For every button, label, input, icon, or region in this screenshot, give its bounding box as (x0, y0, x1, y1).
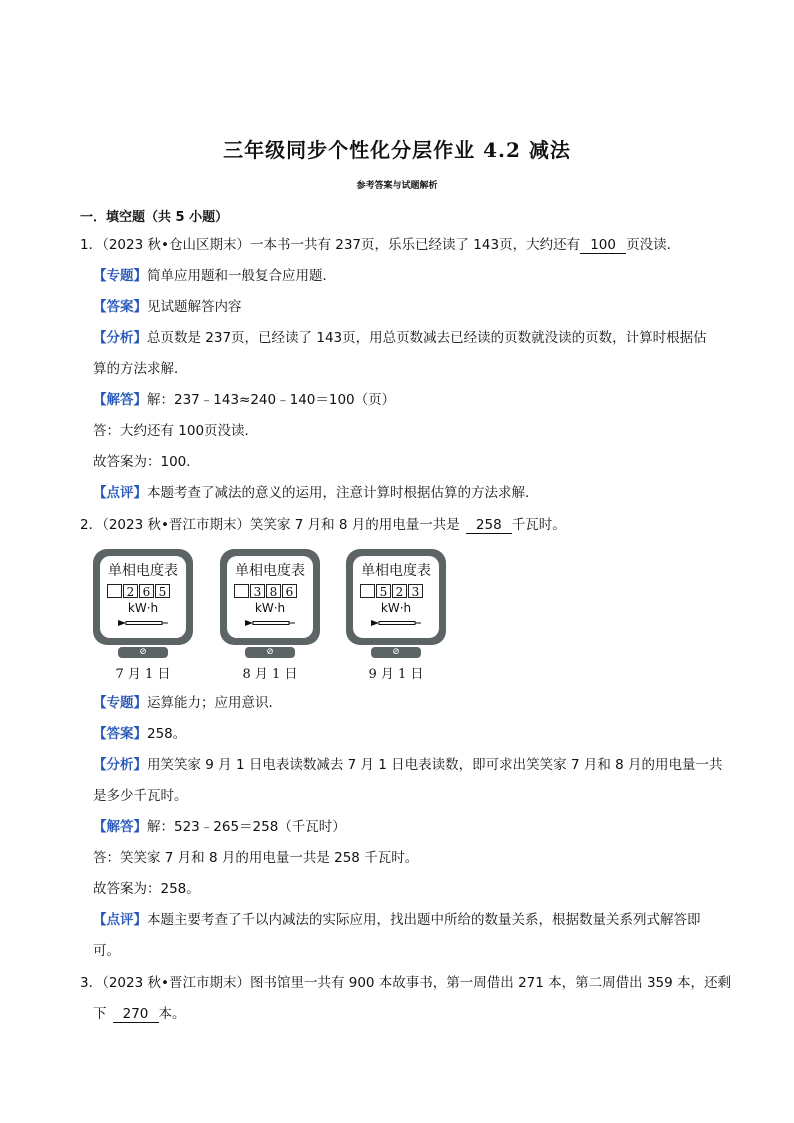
q1-comment-tag: 【点评】 (93, 485, 147, 501)
meter-digit (360, 584, 375, 598)
meter-face (227, 556, 313, 638)
meter-date: 9 月 1 日 (368, 667, 424, 682)
question-2-prefix: 2．（2023 秋•晋江市期末）笑笑家 7 月和 8 月的用电量一共是 (80, 517, 460, 533)
section-heading: 一．填空题（共 5 小题） (80, 210, 229, 225)
q2-topic-tag: 【专题】 (93, 695, 147, 711)
meter-reading (360, 584, 424, 598)
q2-answer (93, 728, 186, 742)
q1-comment (93, 487, 539, 501)
question-1-blank: 100 (580, 239, 626, 254)
q1-answer-tag: 【答案】 (93, 299, 147, 315)
q2-solution (93, 821, 346, 835)
meter-foot-symbol: ⊘ (371, 647, 421, 658)
q1-topic-tag: 【专题】 (93, 268, 147, 284)
q2-solution-tag: 【解答】 (93, 819, 147, 835)
q1-analysis-text-1: 总页数是 237页，已经读了 143页，用总页数减去已经读的页数就没读的页数，计算时根据估 (147, 330, 707, 346)
meter-foot-symbol: ⊘ (118, 647, 168, 658)
q1-solution (93, 394, 395, 408)
q2-comment-tag: 【点评】 (93, 912, 147, 928)
meter-digit: 6 (139, 584, 154, 598)
question-3-blank: 270 (113, 1008, 159, 1023)
meter-digit: 2 (392, 584, 407, 598)
meter-digit: 6 (282, 584, 297, 598)
q2-answer-tag: 【答案】 (93, 726, 147, 742)
q2-answer-text: 258。 (147, 726, 187, 742)
page-title: 三年级同步个性化分层作业 4.2 减法 (223, 138, 571, 162)
q1-analysis (93, 332, 707, 346)
q1-topic-text: 简单应用题和一般复合应用题． (147, 268, 336, 284)
question-1 (80, 239, 680, 254)
question-3-line-1: 3．（2023 秋•晋江市期末）图书馆里一共有 900 本故事书，第一周借出 271 本，第二周借出 359 本，还剩 (80, 975, 731, 991)
q2-analysis-text-2: 是多少千瓦时。 (93, 788, 188, 804)
meter-casing (220, 549, 320, 645)
q2-topic-text: 运算能力；应用意识． (147, 695, 282, 711)
question-2 (80, 519, 566, 534)
q1-analysis-tag: 【分析】 (93, 330, 147, 346)
meter-foot-symbol: ⊘ (245, 647, 295, 658)
question-3-prefix: 下 (93, 1006, 107, 1022)
meter-unit: kW·h (254, 601, 286, 615)
arrow-icon (371, 619, 423, 627)
meter-reading (234, 584, 298, 598)
q1-final-answer: 故答案为：100． (93, 454, 200, 470)
question-3-suffix: 本。 (158, 1006, 186, 1022)
arrow-icon (118, 619, 170, 627)
q1-answer (93, 301, 242, 315)
question-1-suffix: 页没读． (626, 237, 681, 253)
q2-comment-text-1: 本题主要考查了千以内减法的实际应用，找出题中所给的数量关系，根据数量关系列式解答即 (147, 912, 701, 928)
page-subtitle: 参考答案与试题解析 (356, 181, 438, 191)
q1-reply: 答：大约还有 100页没读． (93, 423, 259, 439)
meter-title: 单相电度表 (108, 563, 178, 579)
q2-comment (93, 914, 701, 928)
meter-face (353, 556, 439, 638)
question-1-prefix: 1．（2023 秋•仓山区期末）一本书一共有 237页，乐乐已经读了 143页，大约还有 (80, 237, 581, 253)
q2-analysis-tag: 【分析】 (93, 757, 147, 773)
meter-digit: 8 (266, 584, 281, 598)
meter-casing (346, 549, 446, 645)
meter-face (100, 556, 186, 638)
meter-digit: 3 (250, 584, 265, 598)
meter-date: 7 月 1 日 (115, 667, 171, 682)
electricity-meter-july (93, 549, 193, 684)
meter-digit (107, 584, 122, 598)
q1-solution-tag: 【解答】 (93, 392, 147, 408)
meter-unit: kW·h (380, 601, 412, 615)
question-2-blank: 258 (466, 519, 512, 534)
q2-comment-text-2: 可。 (93, 943, 120, 959)
meter-title: 单相电度表 (361, 563, 431, 579)
q2-analysis-text-1: 用笑笑家 9 月 1 日电表读数减去 7 月 1 日电表读数，即可求出笑笑家 7 月和 8 月的用电量一共 (147, 757, 723, 773)
q2-topic (93, 697, 282, 711)
q1-solution-text: 解：237﹣143≈240﹣140＝100（页） (147, 392, 396, 408)
electricity-meters-figure (93, 549, 453, 684)
electricity-meter-september (346, 549, 446, 684)
q1-analysis-text-2: 算的方法求解． (93, 361, 188, 377)
meter-digit: 3 (408, 584, 423, 598)
electricity-meter-august (220, 549, 320, 684)
q2-solution-text: 解：523﹣265＝258（千瓦时） (147, 819, 346, 835)
question-2-suffix: 千瓦时。 (511, 517, 566, 533)
meter-casing (93, 549, 193, 645)
q1-comment-text: 本题考查了减法的意义的运用，注意计算时根据估算的方法求解． (147, 485, 539, 501)
meter-unit: kW·h (127, 601, 159, 615)
q2-final-answer: 故答案为：258。 (93, 881, 200, 897)
q1-answer-text: 见试题解答内容 (147, 299, 242, 315)
q2-analysis (93, 759, 723, 773)
q2-reply: 答：笑笑家 7 月和 8 月的用电量一共是 258 千瓦时。 (93, 850, 419, 866)
q1-topic (93, 270, 336, 284)
meter-digit (234, 584, 249, 598)
meter-digit: 5 (155, 584, 170, 598)
meter-digit: 5 (376, 584, 391, 598)
question-3-line-2 (93, 1008, 186, 1023)
meter-title: 单相电度表 (235, 563, 305, 579)
arrow-icon (245, 619, 297, 627)
meter-reading (107, 584, 171, 598)
meter-date: 8 月 1 日 (242, 667, 298, 682)
meter-digit: 2 (123, 584, 138, 598)
